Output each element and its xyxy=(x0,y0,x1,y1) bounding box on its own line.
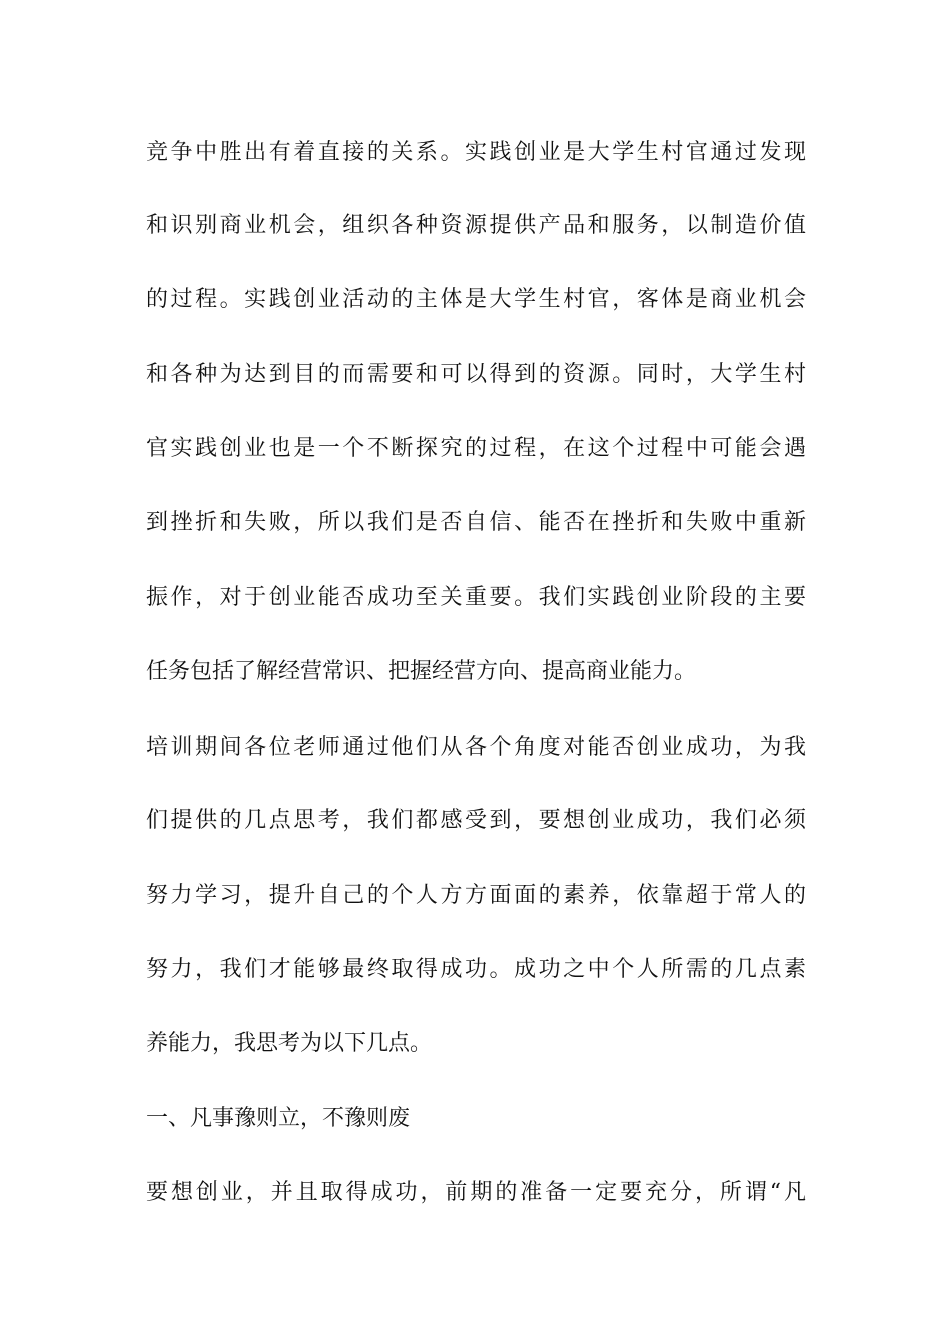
text-line: 努力，我们才能够最终取得成功。成功之中个人所需的几点素 xyxy=(146,957,806,982)
section-heading: 一、凡事豫则立，不豫则废 xyxy=(146,1106,411,1131)
text-line: 振作，对于创业能否成功至关重要。我们实践创业阶段的主要 xyxy=(146,585,806,610)
text-line: 任务包括了解经营常识、把握经营方向、提高商业能力。 xyxy=(146,659,697,684)
text-line: 到挫折和失败，所以我们是否自信、能否在挫折和失败中重新 xyxy=(146,510,806,535)
text-line: 官实践创业也是一个不断探究的过程，在这个过程中可能会遇 xyxy=(146,436,806,461)
text-line: 培训期间各位老师通过他们从各个角度对能否创业成功，为我 xyxy=(146,735,806,760)
text-line: 要想创业，并且取得成功，前期的准备一定要充分，所谓“凡 xyxy=(146,1180,806,1205)
text-line: 努力学习，提升自己的个人方方面面的素养，依靠超于常人的 xyxy=(146,883,806,908)
text-line: 们提供的几点思考，我们都感受到，要想创业成功，我们必须 xyxy=(146,808,806,833)
text-line: 的过程。实践创业活动的主体是大学生村官，客体是商业机会 xyxy=(146,287,806,312)
text-line: 和各种为达到目的而需要和可以得到的资源。同时，大学生村 xyxy=(146,362,806,387)
text-line: 和识别商业机会，组织各种资源提供产品和服务，以制造价值 xyxy=(146,213,806,238)
text-line: 竞争中胜出有着直接的关系。实践创业是大学生村官通过发现 xyxy=(146,140,806,165)
text-line: 养能力，我思考为以下几点。 xyxy=(146,1031,433,1056)
